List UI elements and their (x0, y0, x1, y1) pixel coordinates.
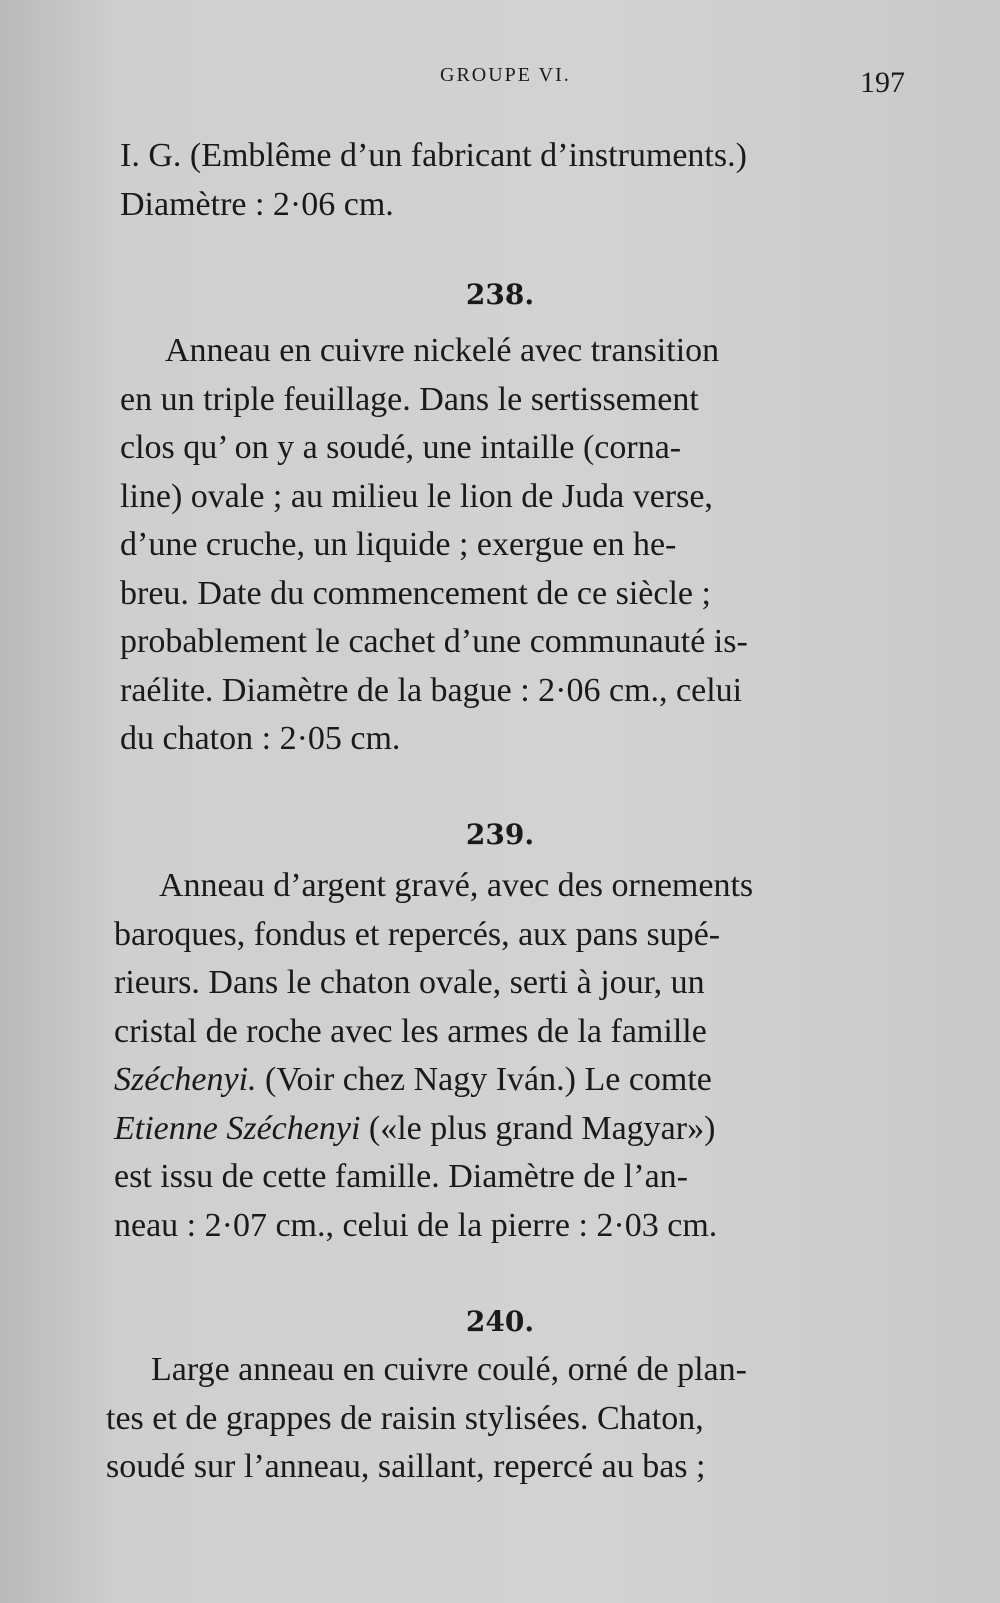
entry-239-text (114, 862, 889, 1250)
text-line: en un triple feuillage. Dans le sertissement (120, 380, 699, 418)
text-line: est issu de cette famille. Diamètre de l’an- (114, 1158, 688, 1195)
italic-name: Széchenyi. (114, 1061, 257, 1098)
italic-name: Etienne Széchenyi (114, 1109, 361, 1147)
text-line: clos qu’ on y a soudé, une intaille (corna- (120, 429, 682, 466)
page-number: 197 (860, 66, 905, 99)
text-line: rieurs. Dans le chaton ovale, serti à jour, un (114, 964, 705, 1001)
entry-238-text (120, 327, 895, 764)
text-line: line) ovale ; au milieu le lion de Juda verse, (120, 477, 713, 515)
entry-number-238: 238. (465, 278, 535, 311)
text-line: cristal de roche avec les armes de la famille (114, 1012, 707, 1050)
text-line: probablement le cachet d’une communauté is- (120, 623, 748, 660)
text-line-italic: Széchenyi. (Voir chez Nagy Iván.) Le comte (114, 1061, 712, 1098)
entry-240-text (106, 1346, 881, 1492)
entry-number-239: 239. (465, 818, 535, 851)
text-line: d’une cruche, un liquide ; exergue en he- (120, 526, 677, 563)
text-line: Anneau en cuivre nickelé avec transition (165, 332, 720, 369)
running-head-title: GROUPE VI. (440, 64, 571, 86)
text-line: neau : 2·07 cm., celui de la pierre : 2·03 cm. (114, 1206, 718, 1244)
continued-paragraph (120, 132, 895, 229)
text-line: raélite. Diamètre de la bague : 2·06 cm., celui (120, 671, 743, 709)
text-line: Anneau d’argent gravé, avec des ornements (159, 867, 754, 904)
text-line: du chaton : 2·05 cm. (120, 720, 401, 757)
text-line: Large anneau en cuivre coulé, orné de plan- (151, 1351, 747, 1388)
text-line: breu. Date du commencement de ce siècle ; (120, 574, 711, 612)
text-line: soudé sur l’anneau, saillant, repercé au bas ; (106, 1448, 706, 1485)
text-line: baroques, fondus et repercés, aux pans supé- (114, 915, 721, 953)
text-line: tes et de grappes de raisin stylisées. Chaton, (106, 1399, 704, 1437)
entry-number-240: 240. (465, 1305, 535, 1338)
text-line: I. G. (Emblême d’un fabricant d’instruments.) (120, 137, 747, 174)
text-line: Diamètre : 2·06 cm. (120, 185, 394, 223)
text-line-italic: Etienne Széchenyi («le plus grand Magyar») (114, 1109, 716, 1147)
running-head (0, 60, 1000, 100)
